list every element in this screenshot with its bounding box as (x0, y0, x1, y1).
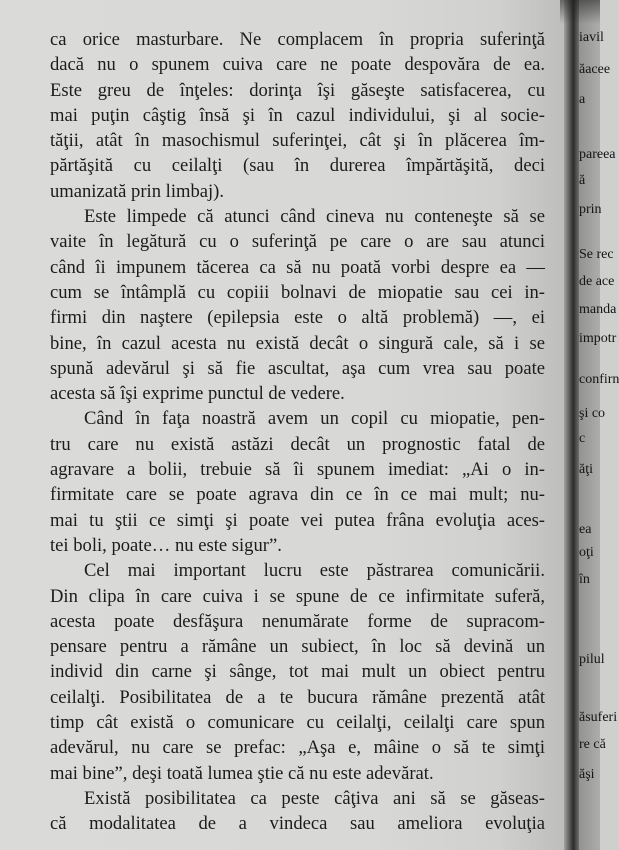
text-line: mai tu ştii ce simţi şi poate vei putea frâna evoluţia aces- (50, 509, 545, 531)
text-line: tru care nu există astăzi decât un prognostic fatal de (50, 433, 545, 455)
page-gutter (564, 0, 579, 850)
text-line: ca orice masturbare. Ne complacem în propria suferinţă (50, 29, 545, 50)
text-line: acesta poate desfăşura nenumărate forme de supracom- (50, 610, 545, 632)
text-line: Există posibilitatea ca peste câţiva ani să se găseas- (84, 787, 545, 809)
text-line: firmitate care se poate agrava din ce în ce mai mult; nu- (50, 484, 545, 506)
paragraph (50, 786, 545, 837)
facing-page-fragment: iavil (579, 30, 604, 45)
facing-page-fragment: c (579, 431, 586, 446)
facing-page-fragment: pareea (579, 147, 616, 162)
text-line: mai puţin câştig însă şi în cazul individului, şi al socie- (50, 104, 545, 126)
text-line: Este limpede că atunci când cineva nu conteneşte să se (84, 206, 545, 228)
text-line: individ din carne şi sânge, tot mai mult un obiect pentru (50, 661, 545, 683)
text-line: părtăşită cu ceilalţi (sau în durerea împărtăşită, deci (50, 155, 545, 177)
facing-page-fragment: în (579, 572, 590, 587)
paragraph (50, 27, 545, 204)
facing-page-fragment: pilul (579, 652, 605, 667)
facing-page-fragment: prin (579, 202, 602, 217)
text-line: Din clipa în care cuiva i se spune de ce infirmitate suferă, (50, 585, 545, 607)
text-line: Când în faţa noastră avem un copil cu miopatie, pen- (84, 408, 545, 430)
text-line: mai bine”, deşi toată lumea ştie că nu este adevărat. (50, 762, 434, 784)
text-line: Este greu de înţeles: dorinţa îşi găseşte satisfacerea, cu (50, 79, 545, 101)
text-line: firmi din naştere (epilepsia este o altă problemă) —, ei (50, 307, 545, 329)
text-line: adevărul, nu care se prefac: „Aşa e, mâine o să te simţi (50, 737, 545, 759)
text-line: umanizată prin limbaj). (50, 180, 224, 202)
text-line: că modalitatea de a vindeca sau ameliora evoluţia (50, 813, 545, 835)
text-line: tăţii, atât în masochismul suferinţei, cât şi în plăcerea îm- (50, 130, 545, 152)
text-line: acesta să îşi exprime punctul de vedere. (50, 383, 345, 405)
facing-page-fragment: Se rec (579, 247, 614, 262)
paragraph (50, 558, 545, 786)
facing-page-fragment: ă (579, 173, 586, 188)
facing-page-fragment: oţi (579, 545, 594, 560)
text-line: tei boli, poate… nu este sigur”. (50, 534, 282, 556)
text-line: când îi impunem tăcerea ca să nu poată vorbi despre ea — (50, 256, 545, 278)
facing-page-fragment: a (579, 92, 586, 107)
text-line: cum se întâmplă cu copiii bolnavi de miopatie sau cei in- (50, 281, 545, 303)
corner-shadow (560, 0, 600, 24)
facing-page-fragment: ea (579, 522, 592, 537)
paragraph (50, 406, 545, 558)
text-line: ceilalţi. Posibilitatea de a te bucura rămâne prezentă atât (50, 686, 545, 708)
facing-page-fragment: şi co (579, 406, 606, 421)
facing-page-fragment: ăsuferi (579, 710, 618, 725)
facing-page-fragment: impotr (579, 331, 617, 346)
facing-page-fragment: de ace (579, 274, 615, 289)
text-line: dacă nu o spunem cuiva care ne poate despovăra de ea. (50, 54, 545, 76)
text-line: pensare pentru a rămâne un subiect, în loc să devină un (50, 636, 545, 658)
facing-page-fragment: confirn (579, 372, 619, 387)
facing-page-fragment: manda (579, 302, 617, 317)
facing-page-fragment: ăacee (579, 62, 611, 77)
text-line: agravare a bolii, trebuie să îi spunem imediat: „Ai o in- (50, 459, 545, 481)
facing-page-fragment: ăţi (579, 462, 593, 477)
body-text (50, 27, 545, 837)
paragraph (50, 204, 545, 406)
facing-page-fragment: re că (579, 737, 606, 752)
facing-page-edge (579, 0, 619, 850)
text-line: vaite în legătură cu o suferinţă pe care o are sau atunci (50, 231, 545, 253)
text-line: spună adevărul şi să fie ascultat, aşa cum vrea sau poate (50, 357, 545, 379)
text-line: bine, în cazul acesta nu există decât o singură cale, să i se (50, 332, 545, 354)
facing-page-fragment: ăşi (579, 767, 595, 782)
text-line: Cel mai important lucru este păstrarea comunicării. (84, 560, 545, 582)
text-line: timp cât există o comunicare cu ceilalţi, ceilalţi care spun (50, 712, 545, 734)
